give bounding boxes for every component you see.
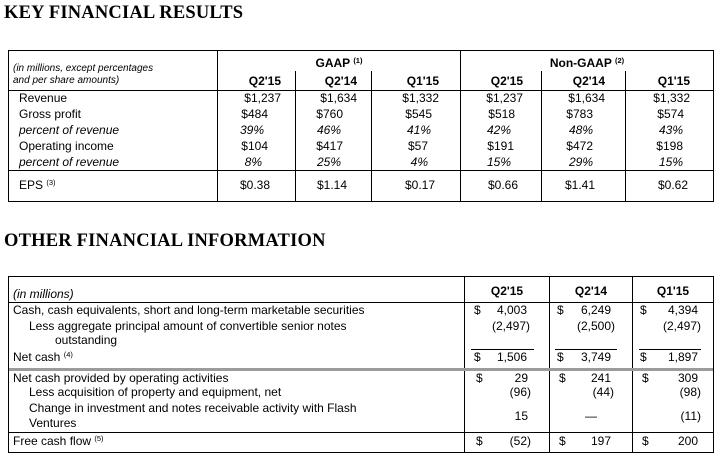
table-cell: 25% — [316, 155, 341, 169]
currency-symbol: $ — [559, 434, 566, 448]
table-cell: $1.41 — [564, 178, 595, 192]
column-header: Q2'15 — [490, 74, 523, 88]
table-cell: (96) — [509, 385, 531, 399]
row-label-flash-ventures: Change in investment and notes receivable activity with Flash — [29, 401, 357, 415]
table-note: (in millions, except percentages — [13, 63, 154, 74]
table-cell: 4,394 — [667, 303, 698, 317]
row-label-operating-cash: Net cash provided by operating activities — [13, 371, 229, 385]
table-cell: 3,749 — [580, 350, 611, 364]
table-cell: 4,003 — [496, 303, 527, 317]
nongaap-header: Non-GAAP $^{(2)}$ — [549, 56, 625, 70]
currency-symbol: $ — [476, 371, 483, 385]
column-header: Q1'15 — [656, 284, 690, 298]
table-cell: $104 — [241, 139, 268, 153]
table-cell: 48% — [568, 123, 593, 137]
table-cell: 6,249 — [580, 303, 611, 317]
currency-symbol: $ — [474, 350, 481, 364]
table-cell: $518 — [488, 107, 515, 121]
row-label-capex: Less acquisition of property and equipment, net — [29, 385, 282, 399]
currency-symbol: $ — [640, 350, 647, 364]
column-header: Q2'14 — [574, 284, 608, 298]
table-cell: 15% — [486, 155, 511, 169]
row-label-free-cash-flow: Free cash flow $^{(5)}$ — [13, 434, 104, 448]
currency-symbol: $ — [642, 434, 649, 448]
currency-symbol: $ — [557, 303, 564, 317]
currency-symbol: $ — [559, 371, 566, 385]
table-cell: 15% — [658, 155, 683, 169]
header-underline — [8, 90, 714, 91]
row-label-eps: EPS $^{(3)}$ — [19, 178, 56, 192]
table-cell: $760 — [316, 107, 343, 121]
row-label-cash: Cash, cash equivalents, short and long-term marketable securities — [13, 303, 365, 317]
column-header: Q1'15 — [406, 74, 439, 88]
column-header: Q2'14 — [324, 74, 357, 88]
table-cell: 15 — [514, 409, 528, 423]
table-cell: $1,634 — [568, 91, 605, 105]
column-header: Q2'14 — [572, 74, 605, 88]
table-cell: 46% — [316, 123, 341, 137]
table-cell: $191 — [487, 139, 514, 153]
table-cell: (2,500) — [576, 319, 615, 333]
table-cell: $484 — [241, 107, 268, 121]
column-header: Q2'15 — [248, 74, 281, 88]
table-left-border — [8, 50, 9, 202]
table-cell: (44) — [592, 385, 614, 399]
row-label-convertible-notes: Less aggregate principal amount of convertible senior notes — [29, 319, 347, 333]
table-cell: 309 — [677, 371, 698, 385]
row-divider — [8, 170, 714, 171]
table-cell: (2,497) — [491, 319, 530, 333]
table-cell: $545 — [405, 107, 432, 121]
table-top-border — [8, 276, 714, 277]
table-cell: 42% — [486, 123, 511, 137]
column-header: Q2'15 — [490, 284, 524, 298]
table-cell: $1.14 — [316, 178, 347, 192]
table-cell: 29% — [568, 155, 593, 169]
table-bottom-border — [8, 452, 714, 453]
column-header: Q1'15 — [657, 74, 690, 88]
table-cell: $0.62 — [657, 178, 688, 192]
table-cell: $198 — [656, 139, 683, 153]
currency-symbol: $ — [642, 371, 649, 385]
table-cell: 29 — [514, 371, 528, 385]
table-cell: 241 — [590, 371, 611, 385]
row-label-gross-margin: percent of revenue — [19, 123, 120, 137]
key-results-heading: KEY FINANCIAL RESULTS — [4, 3, 244, 23]
table-cell: $1,237 — [244, 91, 281, 105]
table-right-border — [713, 50, 714, 202]
table-cell: 43% — [658, 123, 683, 137]
row-label-net-cash: Net cash $^{(4)}$ — [13, 350, 73, 364]
table-cell: $417 — [316, 139, 343, 153]
table-note: (in millions) — [13, 287, 74, 301]
row-label-operating-margin: percent of revenue — [19, 155, 120, 169]
table-cell: $57 — [407, 139, 428, 153]
table-cell: $1,332 — [402, 91, 439, 105]
table-cell: 1,506 — [496, 350, 527, 364]
table-cell: 41% — [406, 123, 431, 137]
row-label-flash-ventures: Ventures — [29, 416, 77, 430]
table-cell: $1,237 — [486, 91, 523, 105]
table-cell: (98) — [679, 385, 701, 399]
table-cell: 200 — [677, 434, 698, 448]
currency-symbol: $ — [476, 434, 483, 448]
table-top-border — [8, 50, 714, 51]
row-label-gross-profit: Gross profit — [19, 107, 82, 121]
currency-symbol: $ — [640, 303, 647, 317]
table-cell: (11) — [680, 409, 701, 423]
table-cell: (52) — [509, 434, 531, 448]
currency-symbol: $ — [474, 303, 481, 317]
row-label-revenue: Revenue — [19, 91, 68, 105]
row-label-operating-income: Operating income — [19, 139, 114, 153]
table-cell: $1,634 — [320, 91, 357, 105]
currency-symbol: $ — [557, 350, 564, 364]
table-cell: $1,332 — [653, 91, 690, 105]
table-cell: 8% — [244, 155, 262, 169]
other-info-heading: OTHER FINANCIAL INFORMATION — [4, 231, 326, 251]
table-cell: — — [585, 409, 597, 423]
table-cell: 4% — [410, 155, 428, 169]
table-cell: $0.17 — [404, 178, 435, 192]
table-cell: $0.38 — [239, 178, 270, 192]
table-note: and per share amounts) — [13, 75, 120, 86]
table-cell: $783 — [566, 107, 593, 121]
table-cell: 39% — [239, 123, 264, 137]
table-cell: $472 — [566, 139, 593, 153]
table-bottom-border — [8, 201, 714, 202]
row-label-convertible-notes: outstanding — [55, 333, 118, 347]
table-cell: 1,897 — [667, 350, 698, 364]
table-cell: (2,497) — [662, 319, 701, 333]
gaap-header: GAAP $^{(1)}$ — [315, 56, 363, 70]
row-divider — [8, 432, 714, 433]
table-cell: $574 — [657, 107, 684, 121]
table-cell: $0.66 — [487, 178, 518, 192]
table-cell: 197 — [590, 434, 611, 448]
